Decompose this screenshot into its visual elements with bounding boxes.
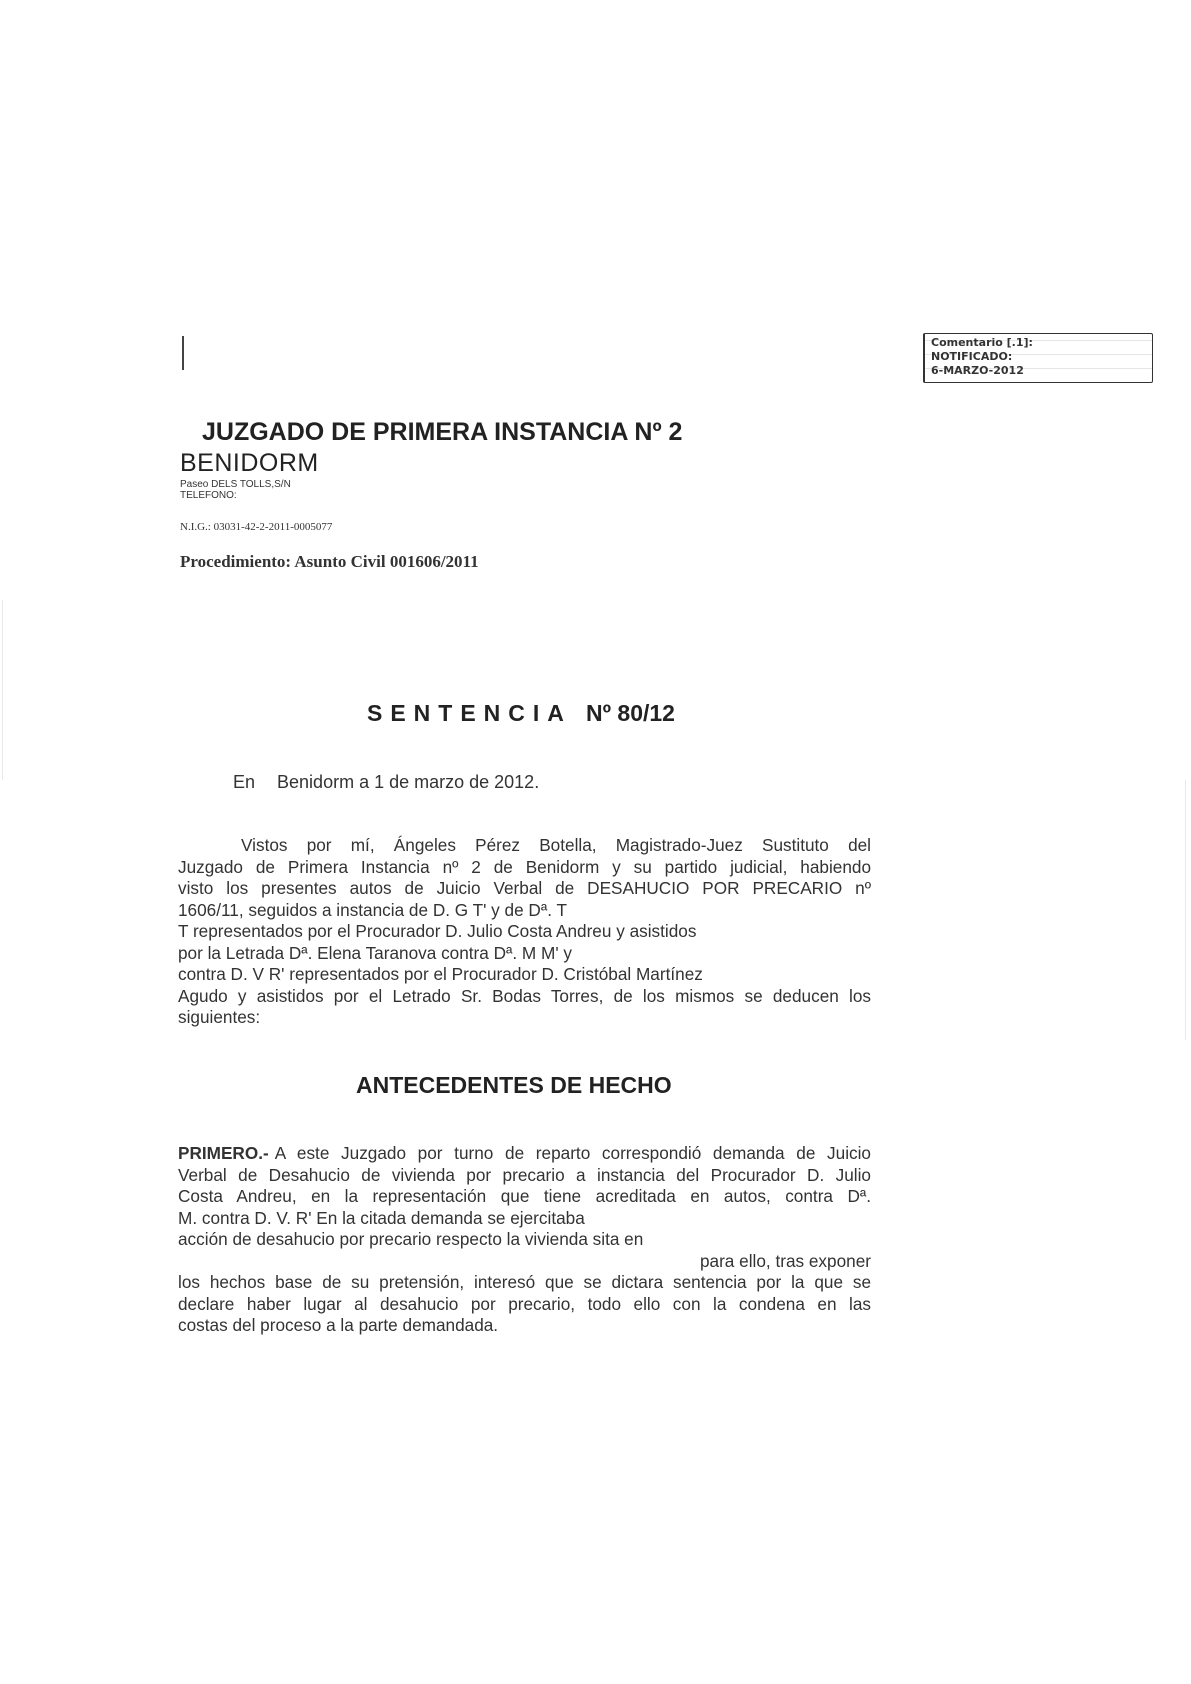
primero-first-line (178, 1143, 871, 1165)
procedure-line: Procedimiento: Asunto Civil 001606/2011 (180, 552, 479, 571)
intro-line: por la Letrada Dª. Elena Taranova contra Dª. M M' y (178, 942, 572, 963)
court-name: JUZGADO DE PRIMERA INSTANCIA Nº 2 (202, 418, 683, 446)
date-text: Benidorm a 1 de marzo de 2012. (277, 772, 540, 792)
date-prefix: En (233, 772, 256, 792)
court-phone: TELEFONO: (180, 490, 237, 501)
primero-line: acción de desahucio por precario respecto la vivienda sita en (178, 1229, 644, 1249)
sentence-number: Nº 80/12 (586, 700, 675, 726)
primero-line: A este Juzgado por turno de reparto correspondió demanda de Juicio (274, 1143, 871, 1163)
intro-line: Juzgado de Primera Instancia nº 2 de Benidorm y su partido judicial, habiendo (178, 856, 871, 877)
date-line (233, 772, 539, 793)
court-city: BENIDORM (180, 449, 319, 477)
intro-line: T representados por el Procurador D. Julio Costa Andreu y asistidos (178, 921, 697, 941)
primero-line: costas del proceso a la parte demandada. (178, 1315, 499, 1335)
comment-date: 6-MARZO-2012 (931, 364, 1024, 377)
court-address: Paseo DELS TOLLS,S/N (180, 479, 291, 490)
intro-line: Agudo y asistidos por el Letrado Sr. Bodas Torres, de los mismos se deducen los (178, 985, 871, 1006)
section-heading: ANTECEDENTES DE HECHO (356, 1072, 672, 1098)
scan-edge-mark (2, 600, 3, 780)
primero-line: Verbal de Desahucio de vivienda por precario a instancia del Procurador D. Julio (178, 1164, 871, 1185)
court-address-block (180, 479, 291, 501)
comment-status: NOTIFICADO: (931, 350, 1013, 363)
comment-heading: Comentario [.1]: (931, 336, 1033, 349)
sentence-title: SENTENCIA (367, 700, 572, 726)
primero-line: declare haber lugar al desahucio por precario, todo ello con la condena en las (178, 1293, 871, 1314)
intro-line: contra D. V R' representados por el Procurador D. Cristóbal Martínez (178, 964, 703, 984)
primero-line: los hechos base de su pretensión, interesó que se dictara sentencia por la que se (178, 1272, 871, 1292)
primero-line: M. contra D. V. R' En la citada demanda se ejercitaba (178, 1207, 585, 1228)
primero-line: Costa Andreu, en la representación que tiene acreditada en autos, contra Dª. (178, 1186, 871, 1206)
nig-number: N.I.G.: 03031-42-2-2011-0005077 (180, 521, 333, 533)
primero-label: PRIMERO.- (178, 1143, 269, 1163)
intro-line: 1606/11, seguidos a instancia de D. G T' y de Dª. T (178, 899, 567, 920)
text-cursor-mark (182, 336, 184, 370)
primero-paragraph (178, 1143, 871, 1337)
intro-line: siguientes: (178, 1007, 261, 1027)
scan-edge-mark (1185, 780, 1186, 1040)
comment-annotation[interactable] (923, 333, 1153, 383)
intro-paragraph (178, 835, 871, 1029)
primero-line: para ello, tras exponer (699, 1250, 871, 1271)
intro-line: Vistos por mí, Ángeles Pérez Botella, Magistrado-Juez Sustituto del (241, 835, 871, 855)
intro-line: visto los presentes autos de Juicio Verbal de DESAHUCIO POR PRECARIO nº (178, 878, 871, 898)
